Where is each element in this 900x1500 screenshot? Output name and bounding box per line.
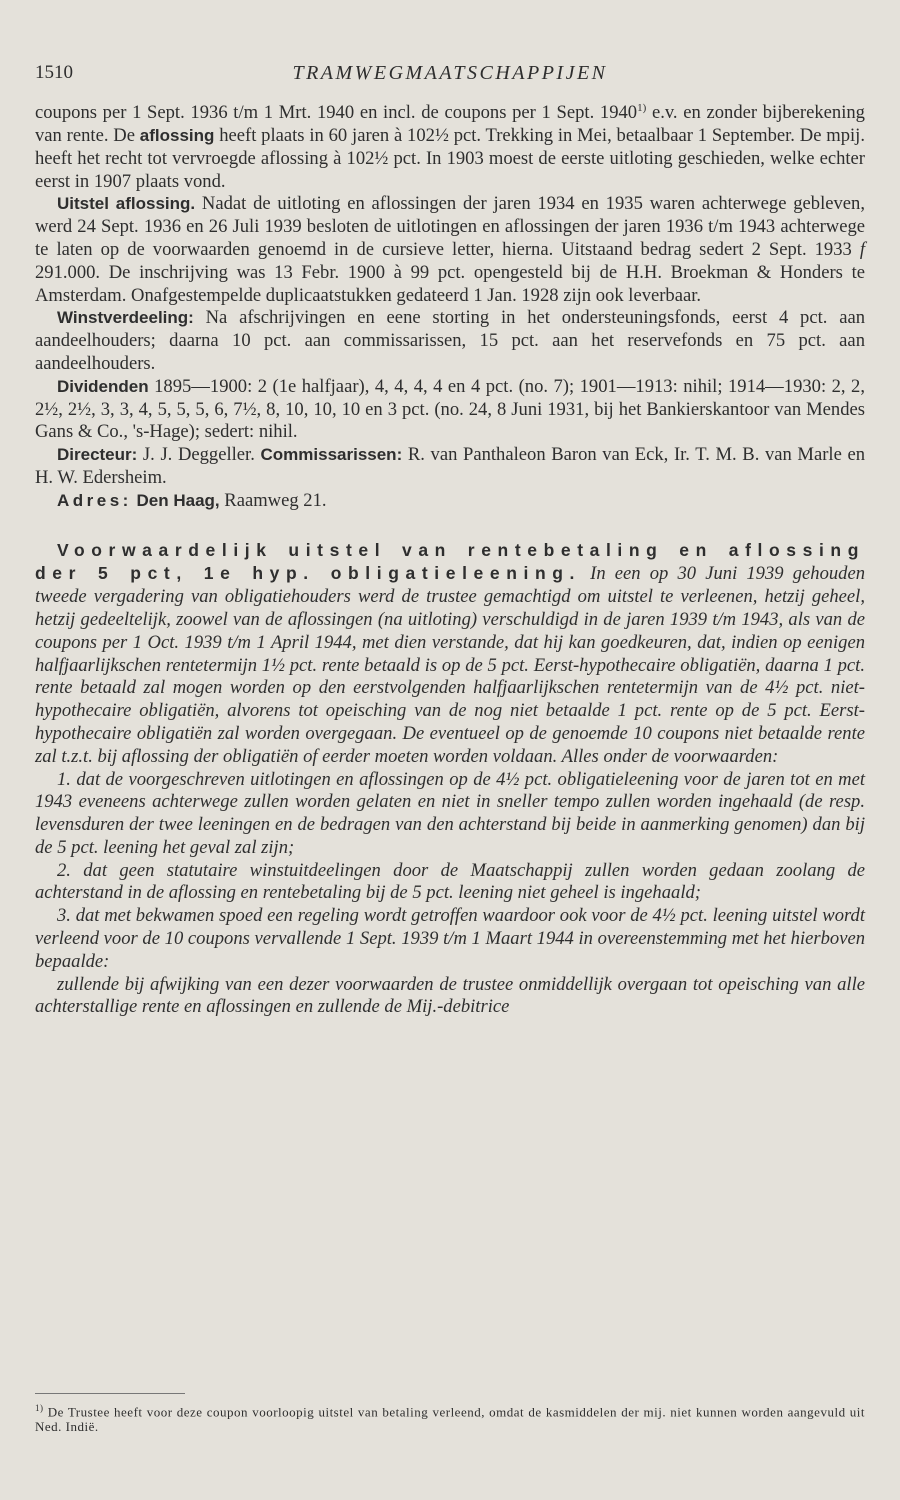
condition-2: 2. dat geen statutaire winstuitdeelingen door de Maatschappij zullen worden gedaan zoolang de achterstand in de aflossing en rentebetaling bij de 5 pct. leening niet geheel is ingehaald; [35, 859, 865, 904]
uitstel-label: Uitstel aflossing. [57, 194, 196, 214]
adres-city: Den Haag, [136, 490, 220, 510]
directeur-name: J. J. Deggeller. [137, 444, 261, 466]
dividenden-text: 1895—1900: 2 (1e halfjaar), 4, 4, 4, 4 en 4 pct. (no. 7); 1901—1913: nihil; 1914—1930: 2, 2, 2½, 2½, 3, 3, 4, 5, 5, 5, 6, 7½, 8, 10, 10, 10 en 3 pct. (no. 24, 8 Juni 1931, bij het Bankierskantoor van Mendes Gans & Co., 's-Hage); sedert: nihil. [35, 375, 865, 443]
dividenden-label: Dividenden [57, 376, 149, 396]
page-header [35, 62, 865, 92]
running-title: TRAMWEGMAATSCHAPPIJEN [292, 62, 608, 84]
footnote-divider [35, 1393, 185, 1394]
paragraph-voorwaardelijk-uitstel [35, 539, 865, 769]
aflossing-term: aflossing [139, 125, 215, 145]
commissarissen-names: R. van Panthaleon Baron van Eck, Ir. T. M. B. van Marle en H. W. Edersheim. [35, 444, 865, 488]
footnote [35, 1401, 865, 1434]
footnote-text: De Trustee heeft voor deze coupon voorloopig uitstel van betaling verleend, omdat de kasmiddelen der mij. niet kunnen worden aangevuld uit Ned. Indië. [35, 1404, 865, 1435]
section-title: Voorwaardelijk uitstel van rentebetaling en aflossing der 5 pct, 1e hyp. obligatieleening. [35, 539, 865, 584]
paragraph-adres [35, 490, 865, 513]
adres-label: Adres: [57, 490, 132, 510]
winst-text: Na afschrijvingen en eene storting in het ondersteuningsfonds, eerst 4 pct. aan aandeelhouders; daarna 10 pct. aan commissarissen, 15 pct. aan het reservefonds en 75 pct. aan aandeelhouders. [35, 307, 865, 374]
winst-label: Winstverdeeling: [57, 308, 194, 328]
paragraph-bestuur [35, 444, 865, 490]
closing-clause: zullende bij afwijking van een dezer voorwaarden de trustee onmiddellijk overgaan tot opeisching van alle achterstallige rente en aflossingen en zullende de Mij.-debitrice [35, 973, 865, 1018]
uitstel-text-1: Nadat de uitloting en aflossingen der jaren 1934 en 1935 waren achterwege gebleven, werd 24 Sept. 1936 en 26 Juli 1939 besloten de uitlotingen en aflossingen der jaren 1936 t/m 1943 achterwege te laten op de voorwaarden genoemd in de cursieve letter, hierna. Uitstaand bedrag sedert 2 Sept. 1933 [35, 193, 865, 260]
currency-symbol: f [859, 238, 865, 260]
section-intro: In een op 30 Juni 1939 gehouden tweede vergadering van obligatiehouders werd de trustee gemachtigd om uitstel te verleenen, hetzij geheel, hetzij gedeeltelijk, zoowel van de aflossingen (na uitloting) verschuldigd in de jaren 1939 t/m 1943, als van de coupons per 1 Oct. 1939 t/m 1 April 1944, met dien verstande, dat hij kan goedkeuren, dat, indien op eenigen halfjaarlijkschen rentetermijn 1½ pct. rente betaald is op de 5 pct. Eerst-hypothecaire obligatiën, daarna 1 pct. rente betaald zal mogen worden op den eerstvolgenden halfjaarlijkschen rentetermijn van de 4½ pct. niet-hypothecaire obligatiën, alvorens tot opeisching van de nog niet betaalde 1 pct. rente op de 5 pct. Eerst-hypothecaire obligatiën zal worden overgegaan. De eventueel op de genoemde 10 coupons niet betaalde rente zal t.z.t. bij aflossing der obligatiën of eerder moeten worden voldaan. Alles onder de voorwaarden: [35, 563, 866, 767]
paragraph-winstverdeeling [35, 307, 865, 375]
adres-street: Raamweg 21. [219, 489, 327, 511]
page-body [35, 97, 865, 1019]
footnote-reference: 1) [637, 102, 647, 114]
condition-3: 3. dat met bekwamen spoed een regeling wordt getroffen waardoor ook voor de 4½ pct. leening uitstel wordt verleend voor de 10 coupons vervallende 1 Sept. 1939 t/m 1 Maart 1944 in overeenstemming met het hierboven bepaalde: [35, 905, 865, 972]
commissarissen-label: Commissarissen: [260, 445, 403, 465]
condition-1: 1. dat de voorgeschreven uitlotingen en aflossingen op de 4½ pct. obligatieleening voor de jaren tot en met 1943 eveneens achterwege zullen worden gelaten en niet in sneller tempo zullen worden ingehaald (de resp. levensduren der twee leeningen en de bedragen van den achterstand bij beide in aanmerking genomen) dan bij de 5 pct. leening het geval zal zijn; [35, 768, 865, 858]
paragraph-aflossing [35, 97, 865, 193]
intro-text-2: e.v. en zonder bijberekening van rente. De [35, 102, 865, 146]
intro-text-1: coupons per 1 Sept. 1936 t/m 1 Mrt. 1940 en incl. de coupons per 1 Sept. 1940 [35, 102, 638, 124]
uitstel-text-2: 291.000. De inschrijving was 13 Febr. 1900 à 99 pct. opengesteld bij de H.H. Broekman & Honders te Amsterdam. Onafgestempelde duplicaatstukken gedateerd 1 Jan. 1928 zijn ook leverbaar. [35, 261, 865, 306]
intro-text-3: heeft plaats in 60 jaren à 102½ pct. Trekking in Mei, betaalbaar 1 September. De mpij. heeft het recht tot vervroegde aflossing à 102½ pct. In 1903 moest de eerste uitloting geschieden, welke echter eerst in 1907 plaats vond. [35, 124, 865, 192]
paragraph-dividenden [35, 376, 865, 444]
paragraph-uitstel [35, 193, 865, 307]
page-number: 1510 [35, 62, 73, 83]
footnote-marker: 1) [35, 1403, 44, 1413]
directeur-label: Directeur: [57, 445, 138, 465]
